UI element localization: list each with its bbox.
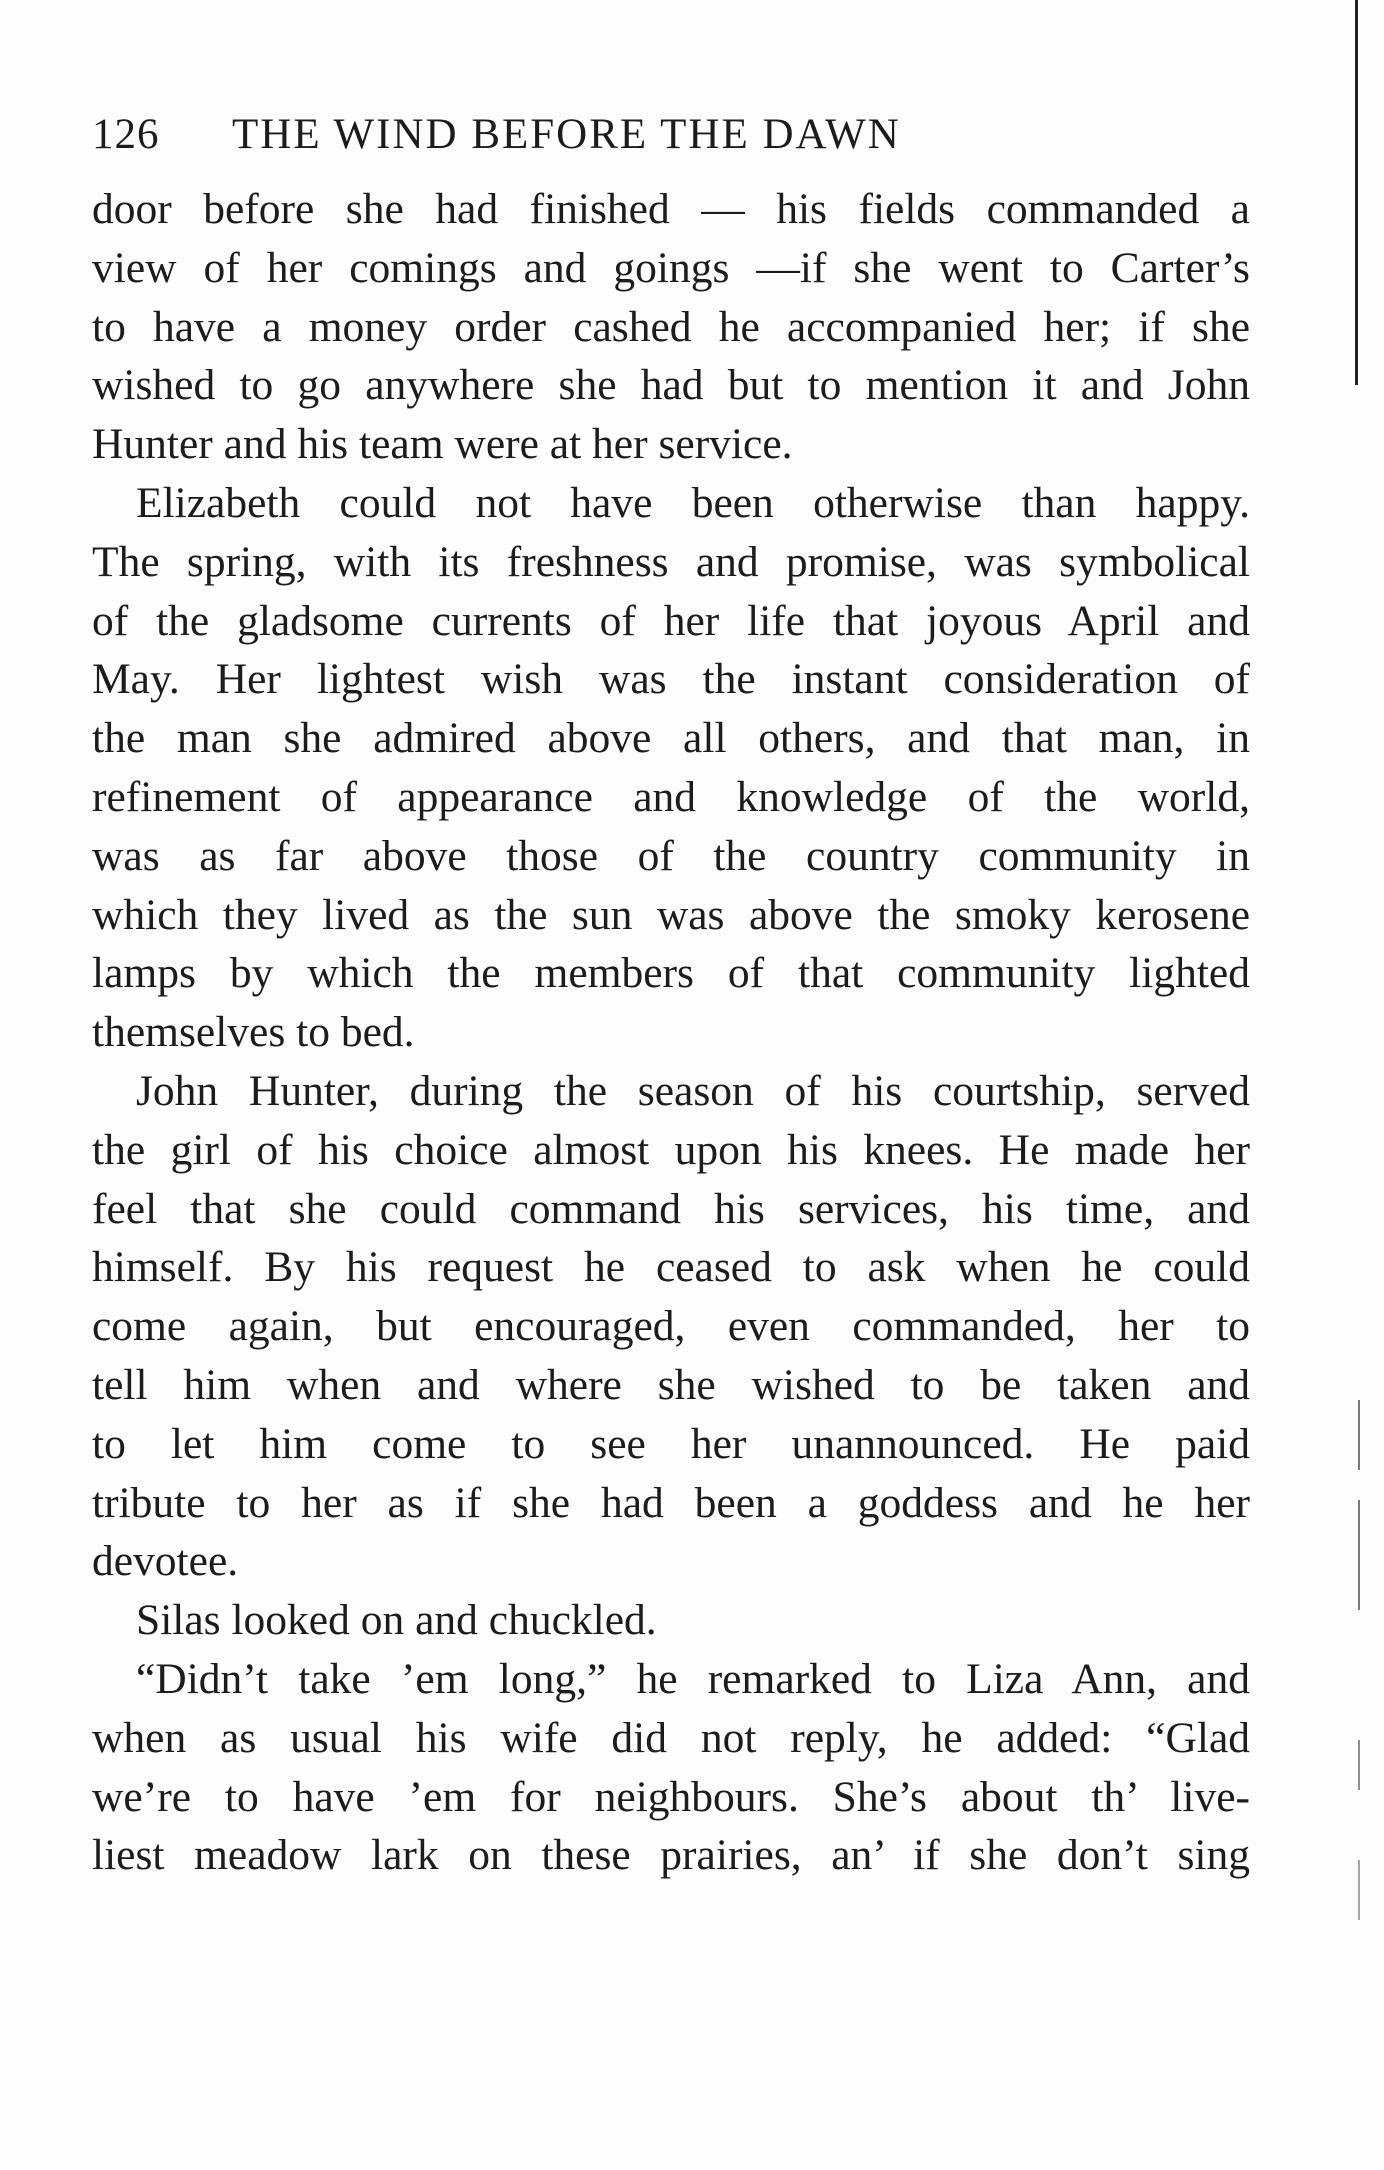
text-line: The spring, with its freshness and promise, was symbolical	[92, 537, 1250, 586]
text-line: we’re to have ’em for neighbours. She’s about th’ live-	[92, 1772, 1250, 1821]
text-line: which they lived as the sun was above the smoky kerosene	[92, 890, 1250, 939]
text-line: feel that she could command his services, his time, and	[92, 1184, 1250, 1233]
text-line: devotee.	[92, 1537, 239, 1586]
page-number: 126	[92, 111, 160, 158]
scan-edge-mark	[1358, 1400, 1360, 1470]
text-line: door before she had finished — his fields commanded a	[92, 185, 1250, 233]
text-line: “Didn’t take ’em long,” he remarked to Liza Ann, and	[136, 1654, 1250, 1703]
text-line: Hunter and his team were at her service.	[92, 420, 793, 469]
body-text	[92, 180, 1250, 1885]
text-line: themselves to bed.	[92, 1008, 415, 1057]
text-line: tell him when and where she wished to be taken and	[92, 1360, 1250, 1409]
text-line: liest meadow lark on these prairies, an’ if she don’t sing	[92, 1831, 1250, 1880]
text-line: the man she admired above all others, and that man, in	[92, 714, 1250, 763]
text-line: lamps by which the members of that community lighted	[92, 949, 1250, 998]
book-page	[92, 110, 1250, 1885]
text-line: refinement of appearance and knowledge of the world,	[92, 772, 1250, 821]
running-head	[92, 110, 1250, 180]
paragraph	[92, 180, 1250, 474]
paragraph	[92, 1062, 1250, 1591]
text-line: John Hunter, during the season of his courtship, served	[136, 1066, 1250, 1115]
text-line: the girl of his choice almost upon his knees. He made her	[92, 1125, 1250, 1174]
text-line: himself. By his request he ceased to ask when he could	[92, 1243, 1250, 1292]
text-line: view of her comings and goings —if she went to Carter’s	[92, 243, 1250, 292]
scan-edge-mark	[1358, 1500, 1360, 1610]
scan-edge-mark	[1358, 1740, 1360, 1790]
text-line: wished to go anywhere she had but to mention it and John	[92, 361, 1250, 410]
paragraph	[92, 1591, 1250, 1650]
scan-edge-mark	[1358, 1860, 1360, 1920]
text-line: to let him come to see her unannounced. He paid	[92, 1419, 1250, 1468]
scan-edge-mark	[1355, 0, 1358, 385]
text-line: Silas looked on and chuckled.	[136, 1596, 657, 1645]
text-line: May. Her lightest wish was the instant consideration of	[92, 655, 1250, 704]
text-line: come again, but encouraged, even commanded, her to	[92, 1302, 1250, 1351]
text-line: when as usual his wife did not reply, he added: “Glad	[92, 1713, 1250, 1762]
running-title: THE WIND BEFORE THE DAWN	[232, 111, 901, 158]
text-line: was as far above those of the country community in	[92, 831, 1250, 880]
text-line: Elizabeth could not have been otherwise than happy.	[136, 478, 1250, 527]
text-line: tribute to her as if she had been a goddess and he her	[92, 1478, 1250, 1527]
text-line: to have a money order cashed he accompanied her; if she	[92, 302, 1250, 351]
paragraph	[92, 474, 1250, 1062]
paragraph	[92, 1650, 1250, 1885]
text-line: of the gladsome currents of her life that joyous April and	[92, 596, 1250, 645]
